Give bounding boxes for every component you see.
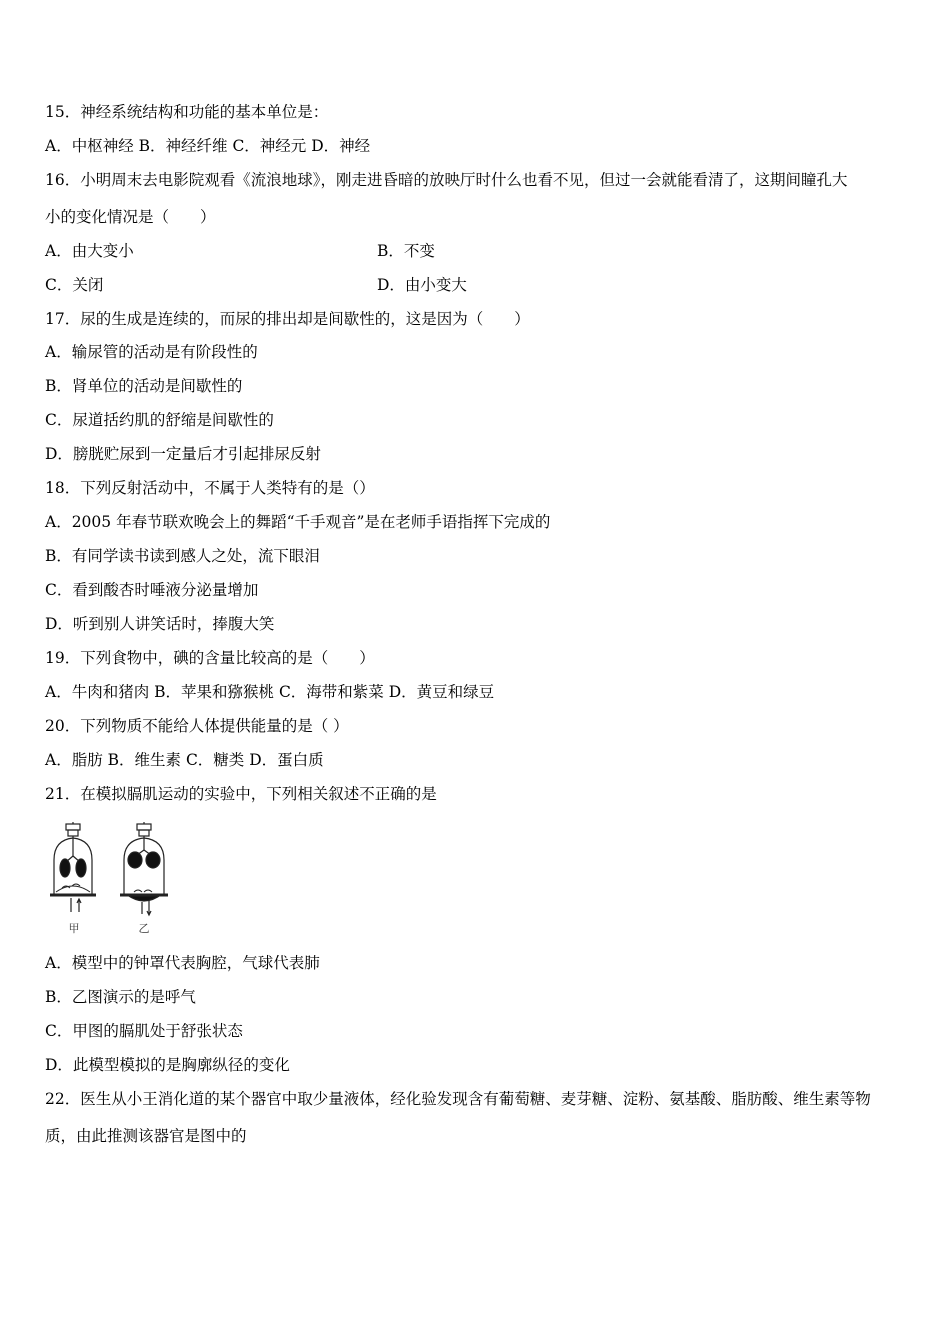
q21-option-d: D．此模型模拟的是胸廓纵径的变化 [45,1056,290,1074]
q18-option-c: C．看到酸杏时唾液分泌量增加 [45,581,259,599]
figure-label-yi: 乙 [138,922,150,935]
bell-jar-yi [120,822,168,915]
q15-stem: 15．神经系统结构和功能的基本单位是： [45,103,329,121]
q20-options: A．脂肪 B．维生素 C．糖类 D．蛋白质 [45,751,324,769]
bell-jar-jia [50,822,96,912]
q21-option-b: B．乙图演示的是呼气 [45,988,196,1006]
q16-option-a: A．由大变小 [45,242,134,260]
q19-options: A．牛肉和猪肉 B．苹果和猕猴桃 C．海带和紫菜 D．黄豆和绿豆 [45,683,495,701]
q15-options: A．中枢神经 B．神经纤维 C．神经元 D．神经 [45,137,371,155]
q21-option-a: A．模型中的钟罩代表胸腔，气球代表肺 [45,954,320,972]
q16-stem-line1: 16．小明周末去电影院观看《流浪地球》，刚走进昏暗的放映厅时什么也看不见，但过一会就能看清了，这期间瞳孔大 [45,171,848,189]
q17-option-c: C．尿道括约肌的舒缩是间歇性的 [45,411,274,429]
q22-stem-line1: 22．医生从小王消化道的某个器官中取少量液体，经化验发现含有葡萄糖、麦芽糖、淀粉、氨基酸、脂肪酸、维生素等物 [45,1090,871,1108]
q22-stem-line2: 质，由此推测该器官是图中的 [45,1127,247,1145]
q16-stem-line2: 小的变化情况是（ ） [45,208,216,226]
q18-option-d: D．听到别人讲笑话时，捧腹大笑 [45,615,275,633]
q17-option-b: B．肾单位的活动是间歇性的 [45,377,243,395]
q18-option-a: A．2005 年春节联欢晚会上的舞蹈“千手观音”是在老师手语指挥下完成的 [45,513,551,531]
q18-option-b: B．有同学读书读到感人之处，流下眼泪 [45,547,320,565]
q17-option-d: D．膀胱贮尿到一定量后才引起排尿反射 [45,445,321,463]
diaphragm-model-figure [44,820,174,938]
q21-stem: 21．在模拟膈肌运动的实验中，下列相关叙述不正确的是 [45,785,437,803]
q17-stem: 17．尿的生成是连续的，而尿的排出却是间歇性的，这是因为（ ） [45,310,530,328]
q16-option-d: D．由小变大 [377,276,467,294]
q21-option-c: C．甲图的膈肌处于舒张状态 [45,1022,243,1040]
q18-stem: 18．下列反射活动中，不属于人类特有的是（） [45,479,375,497]
q17-option-a: A．输尿管的活动是有阶段性的 [45,343,258,361]
q16-option-b: B．不变 [377,242,435,260]
q16-option-c: C．关闭 [45,276,104,294]
q20-stem: 20．下列物质不能给人体提供能量的是（ ） [45,717,349,735]
q19-stem: 19．下列食物中，碘的含量比较高的是（ ） [45,649,375,667]
figure-label-jia: 甲 [68,922,80,935]
